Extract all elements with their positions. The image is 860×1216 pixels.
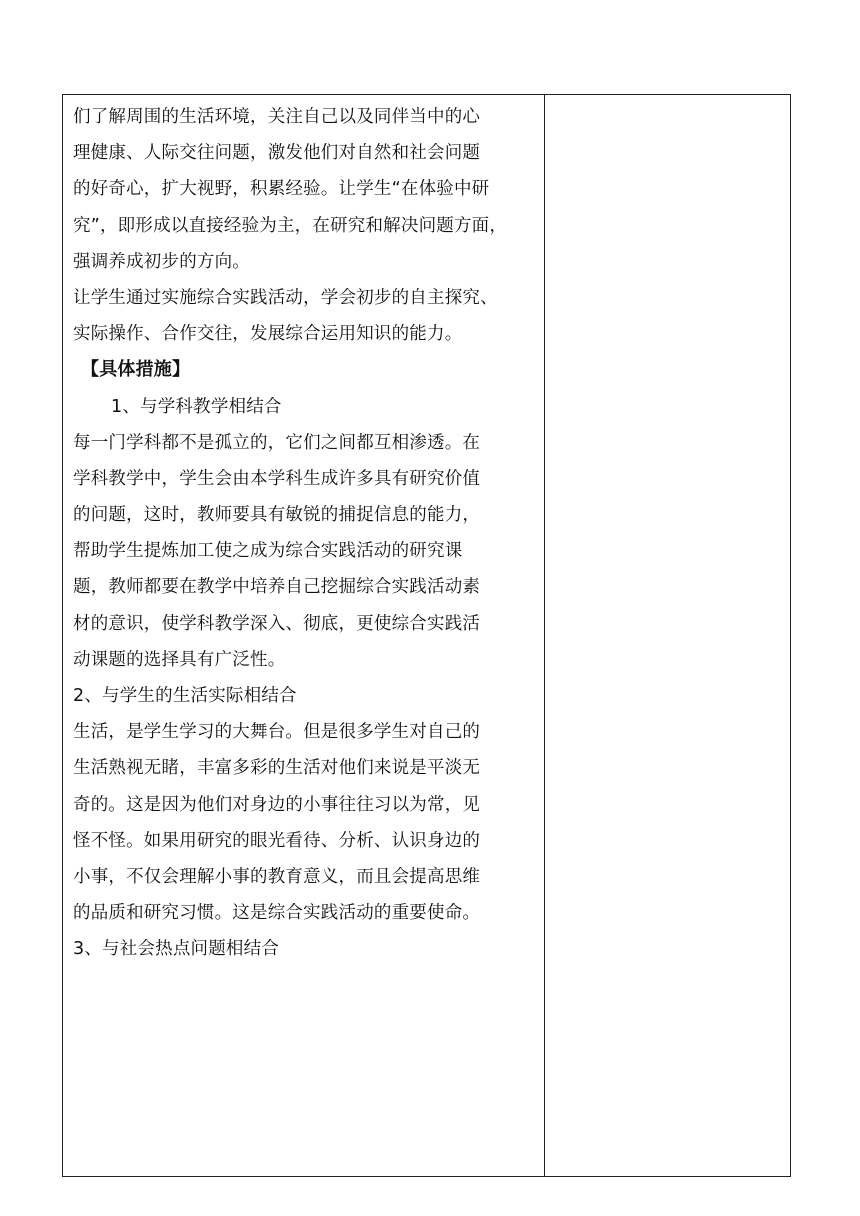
- paragraph-line: 生活，是学生学习的大舞台。但是很多学生对自己的: [73, 722, 481, 743]
- paragraph-line: 奇的。这是因为他们对身边的小事往往习以为常，见: [73, 794, 481, 815]
- paragraph-line: 怪不怪。如果用研究的眼光看待、分析、认识身边的: [73, 830, 481, 851]
- paragraph-line: 动课题的选择具有广泛性。: [73, 649, 286, 670]
- paragraph-line: 每一门学科都不是孤立的，它们之间都互相渗透。在: [73, 432, 481, 453]
- paragraph-line: 究”，即形成以直接经验为主，在研究和解决问题方面，: [73, 215, 508, 236]
- paragraph-line: 理健康、人际交往问题，激发他们对自然和社会问题: [73, 143, 481, 164]
- side-empty-column: [545, 95, 790, 1176]
- section-heading: 【具体措施】: [81, 359, 191, 381]
- paragraph-line: 强调养成初步的方向。: [73, 251, 250, 272]
- paragraph-line: 学科教学中，学生会由本学科生成许多具有研究价值: [73, 468, 481, 489]
- main-text-column: [63, 95, 545, 1176]
- paragraph-line: 的问题，这时，教师要具有敏锐的捕捉信息的能力，: [73, 505, 481, 526]
- paragraph-line: 小事，不仅会理解小事的教育意义，而且会提高思维: [73, 866, 481, 887]
- paragraph-line: 题，教师都要在教学中培养自己挖掘综合实践活动素: [73, 577, 481, 598]
- paragraph-line: 们了解周围的生活环境，关注自己以及同伴当中的心: [73, 107, 481, 127]
- subsection-heading: 1、与学科教学相结合: [111, 396, 282, 417]
- paragraph-line: 实际操作、合作交往，发展综合运用知识的能力。: [73, 324, 463, 345]
- document-table: [62, 94, 791, 1177]
- paragraph-line: 的品质和研究习惯。这是综合实践活动的重要使命。: [73, 903, 481, 924]
- subsection-heading: 3、与社会热点问题相结合: [73, 939, 280, 960]
- paragraph-line: 材的意识，使学科教学深入、彻底，更使综合实践活: [73, 613, 481, 634]
- paragraph-line: 帮助学生提炼加工使之成为综合实践活动的研究课: [73, 541, 463, 562]
- paragraph-line: 生活熟视无睹，丰富多彩的生活对他们来说是平淡无: [73, 758, 481, 779]
- subsection-heading: 2、与学生的生活实际相结合: [73, 686, 297, 706]
- paragraph-line: 的好奇心，扩大视野，积累经验。让学生“在体验中研: [73, 179, 490, 200]
- paragraph-line: 让学生通过实施综合实践活动，学会初步的自主探究、: [73, 287, 498, 308]
